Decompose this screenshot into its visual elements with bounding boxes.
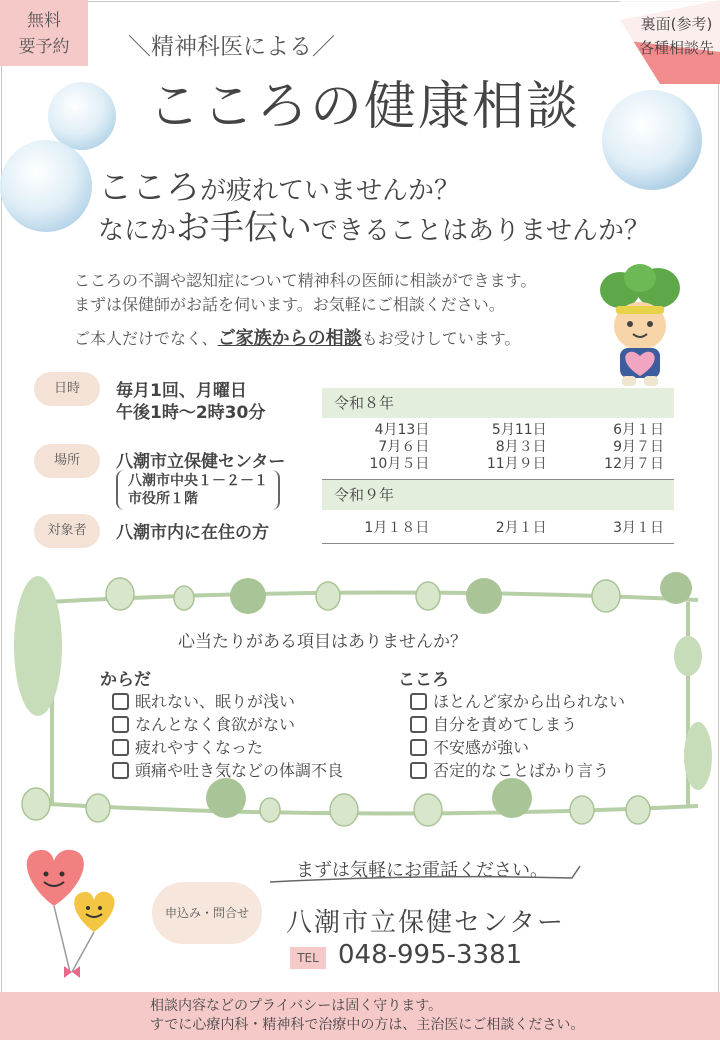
checklist-item[interactable]: [112, 690, 343, 713]
mind-column-title: こころ: [398, 670, 449, 690]
checkbox[interactable]: [410, 716, 427, 733]
free-reservation-badge: [0, 0, 88, 66]
schedule-date: 2月１日: [495, 520, 547, 536]
schedule-date: 3月１日: [613, 520, 664, 536]
family-consultation-text: ご家族からの相談: [217, 328, 362, 349]
schedule-date: 9月７日: [613, 439, 664, 455]
schedule-date: 10月５日: [369, 456, 430, 472]
tel-label: TEL: [290, 947, 326, 969]
bubble-decoration-right: [598, 86, 708, 196]
checklist-title: 心当たりがある項目はありませんか？: [178, 632, 467, 652]
schedule-row: [322, 439, 674, 456]
intro-line3: [74, 324, 520, 350]
checklist-item-label: ほとんど家から出られない: [433, 692, 626, 711]
checklist-item[interactable]: [112, 759, 343, 782]
checkbox[interactable]: [112, 716, 129, 733]
schedule-row: [322, 422, 674, 439]
schedule-year-body: [322, 418, 674, 480]
date-line2: 午後1時～2時30分: [116, 403, 266, 423]
footer-line2: すでに心療内科・精神科で治療中の方は、主治医にご相談ください。: [150, 1017, 585, 1033]
tagline-line2: [98, 200, 650, 249]
place-address-line2: 市役所１階: [128, 491, 198, 507]
heart-balloons-icon: [14, 844, 134, 984]
subtitle: ＼精神科医による／: [128, 34, 335, 60]
schedule-date: 7月６日: [378, 439, 430, 455]
place-address: [116, 470, 280, 510]
call-underline-decoration: [266, 862, 586, 886]
corner-note-line2: 各種相談先: [638, 39, 714, 57]
checklist-item-label: 眠れない、眠りが浅い: [135, 692, 296, 711]
tagline-line2-pre: なにか: [98, 216, 177, 246]
target-label-pill: 対象者: [34, 514, 100, 548]
schedule-date: 11月９日: [486, 456, 547, 472]
checkbox[interactable]: [112, 693, 129, 710]
checklist-item-label: 自分を責めてしまう: [433, 715, 578, 734]
intro-line1: こころの不調や認知症について精神科の医師に相談ができます。: [74, 271, 537, 290]
tagline-kokoro: こころ: [98, 168, 200, 208]
schedule-date: 1月１８日: [364, 520, 430, 536]
intro-line3-pre: ご本人だけでなく、: [74, 329, 218, 348]
schedule-date: 8月３日: [495, 439, 547, 455]
call-prompt: まずは気軽にお電話ください。: [296, 860, 548, 881]
schedule-date: 5月11日: [491, 422, 547, 438]
schedule-year-header: 令和９年: [322, 480, 674, 510]
tagline-otetsudai: お手伝い: [176, 208, 313, 248]
tagline-line2-rest: できることはありませんか？: [312, 216, 651, 246]
checklist-item-label: なんとなく食欲がない: [135, 715, 296, 734]
corner-note-line1: 裏面(参考): [640, 15, 713, 33]
tagline-line1-rest: が疲れていませんか？: [200, 176, 461, 206]
date-line1: 毎月1回、月曜日: [116, 381, 247, 401]
corner-note: [639, 12, 714, 60]
schedule-date: 6月１日: [613, 422, 664, 438]
phone-number[interactable]: 048-995-3381: [338, 940, 523, 970]
intro-line3-post: もお受けしています。: [361, 329, 521, 348]
checklist-item[interactable]: [410, 759, 625, 782]
intro-line2: まずは保健師がお話を伺います。お気軽にご相談ください。: [74, 295, 505, 314]
checkbox[interactable]: [410, 762, 427, 779]
checkbox[interactable]: [410, 693, 427, 710]
checklist-item-label: 頭痛や吐き気などの体調不良: [135, 761, 344, 780]
checklist-item[interactable]: [112, 736, 343, 759]
checklist-item-label: 不安感が強い: [433, 738, 530, 757]
health-center-name: 八潮市立保健センター: [286, 908, 565, 938]
badge-line2: 要予約: [18, 37, 70, 57]
checkbox[interactable]: [112, 762, 129, 779]
date-label-pill: 日時: [34, 372, 100, 406]
schedule-year-body: [322, 510, 674, 544]
checklist-item[interactable]: [112, 713, 343, 736]
checklist-item[interactable]: [410, 690, 625, 713]
mascot-character-icon: [600, 264, 680, 392]
apply-inquiry-label: 申込み・問合せ: [152, 882, 262, 944]
place-address-line1: 八潮市中央１－２－１: [128, 473, 268, 489]
schedule-row: [322, 520, 674, 537]
schedule-row: [322, 456, 674, 473]
page-title: こころの健康相談: [148, 77, 581, 137]
checklist-item[interactable]: [410, 713, 625, 736]
checklist-item-label: 疲れやすくなった: [135, 738, 264, 757]
footer-note: [150, 997, 584, 1035]
checklist-item-label: 否定的なことばかり言う: [433, 761, 610, 780]
schedule-table: [322, 388, 674, 544]
body-column-title: からだ: [100, 670, 151, 690]
schedule-date: 4月13日: [374, 422, 430, 438]
mind-checklist: [398, 665, 625, 782]
body-checklist: [100, 665, 343, 782]
subtitle-text: 精神科医による: [151, 34, 312, 60]
checklist-item[interactable]: [410, 736, 625, 759]
place-label-pill: 場所: [34, 444, 100, 478]
schedule-date: 12月７日: [604, 456, 664, 472]
checkbox[interactable]: [112, 739, 129, 756]
place-name: 八潮市立保健センター: [116, 452, 286, 472]
badge-line1: 無料: [27, 11, 61, 31]
target-value: 八潮市内に在住の方: [116, 523, 269, 543]
checkbox[interactable]: [410, 739, 427, 756]
footer-line1: 相談内容などのプライバシーは固く守ります。: [150, 998, 443, 1014]
schedule-year-header: 令和８年: [322, 388, 674, 418]
